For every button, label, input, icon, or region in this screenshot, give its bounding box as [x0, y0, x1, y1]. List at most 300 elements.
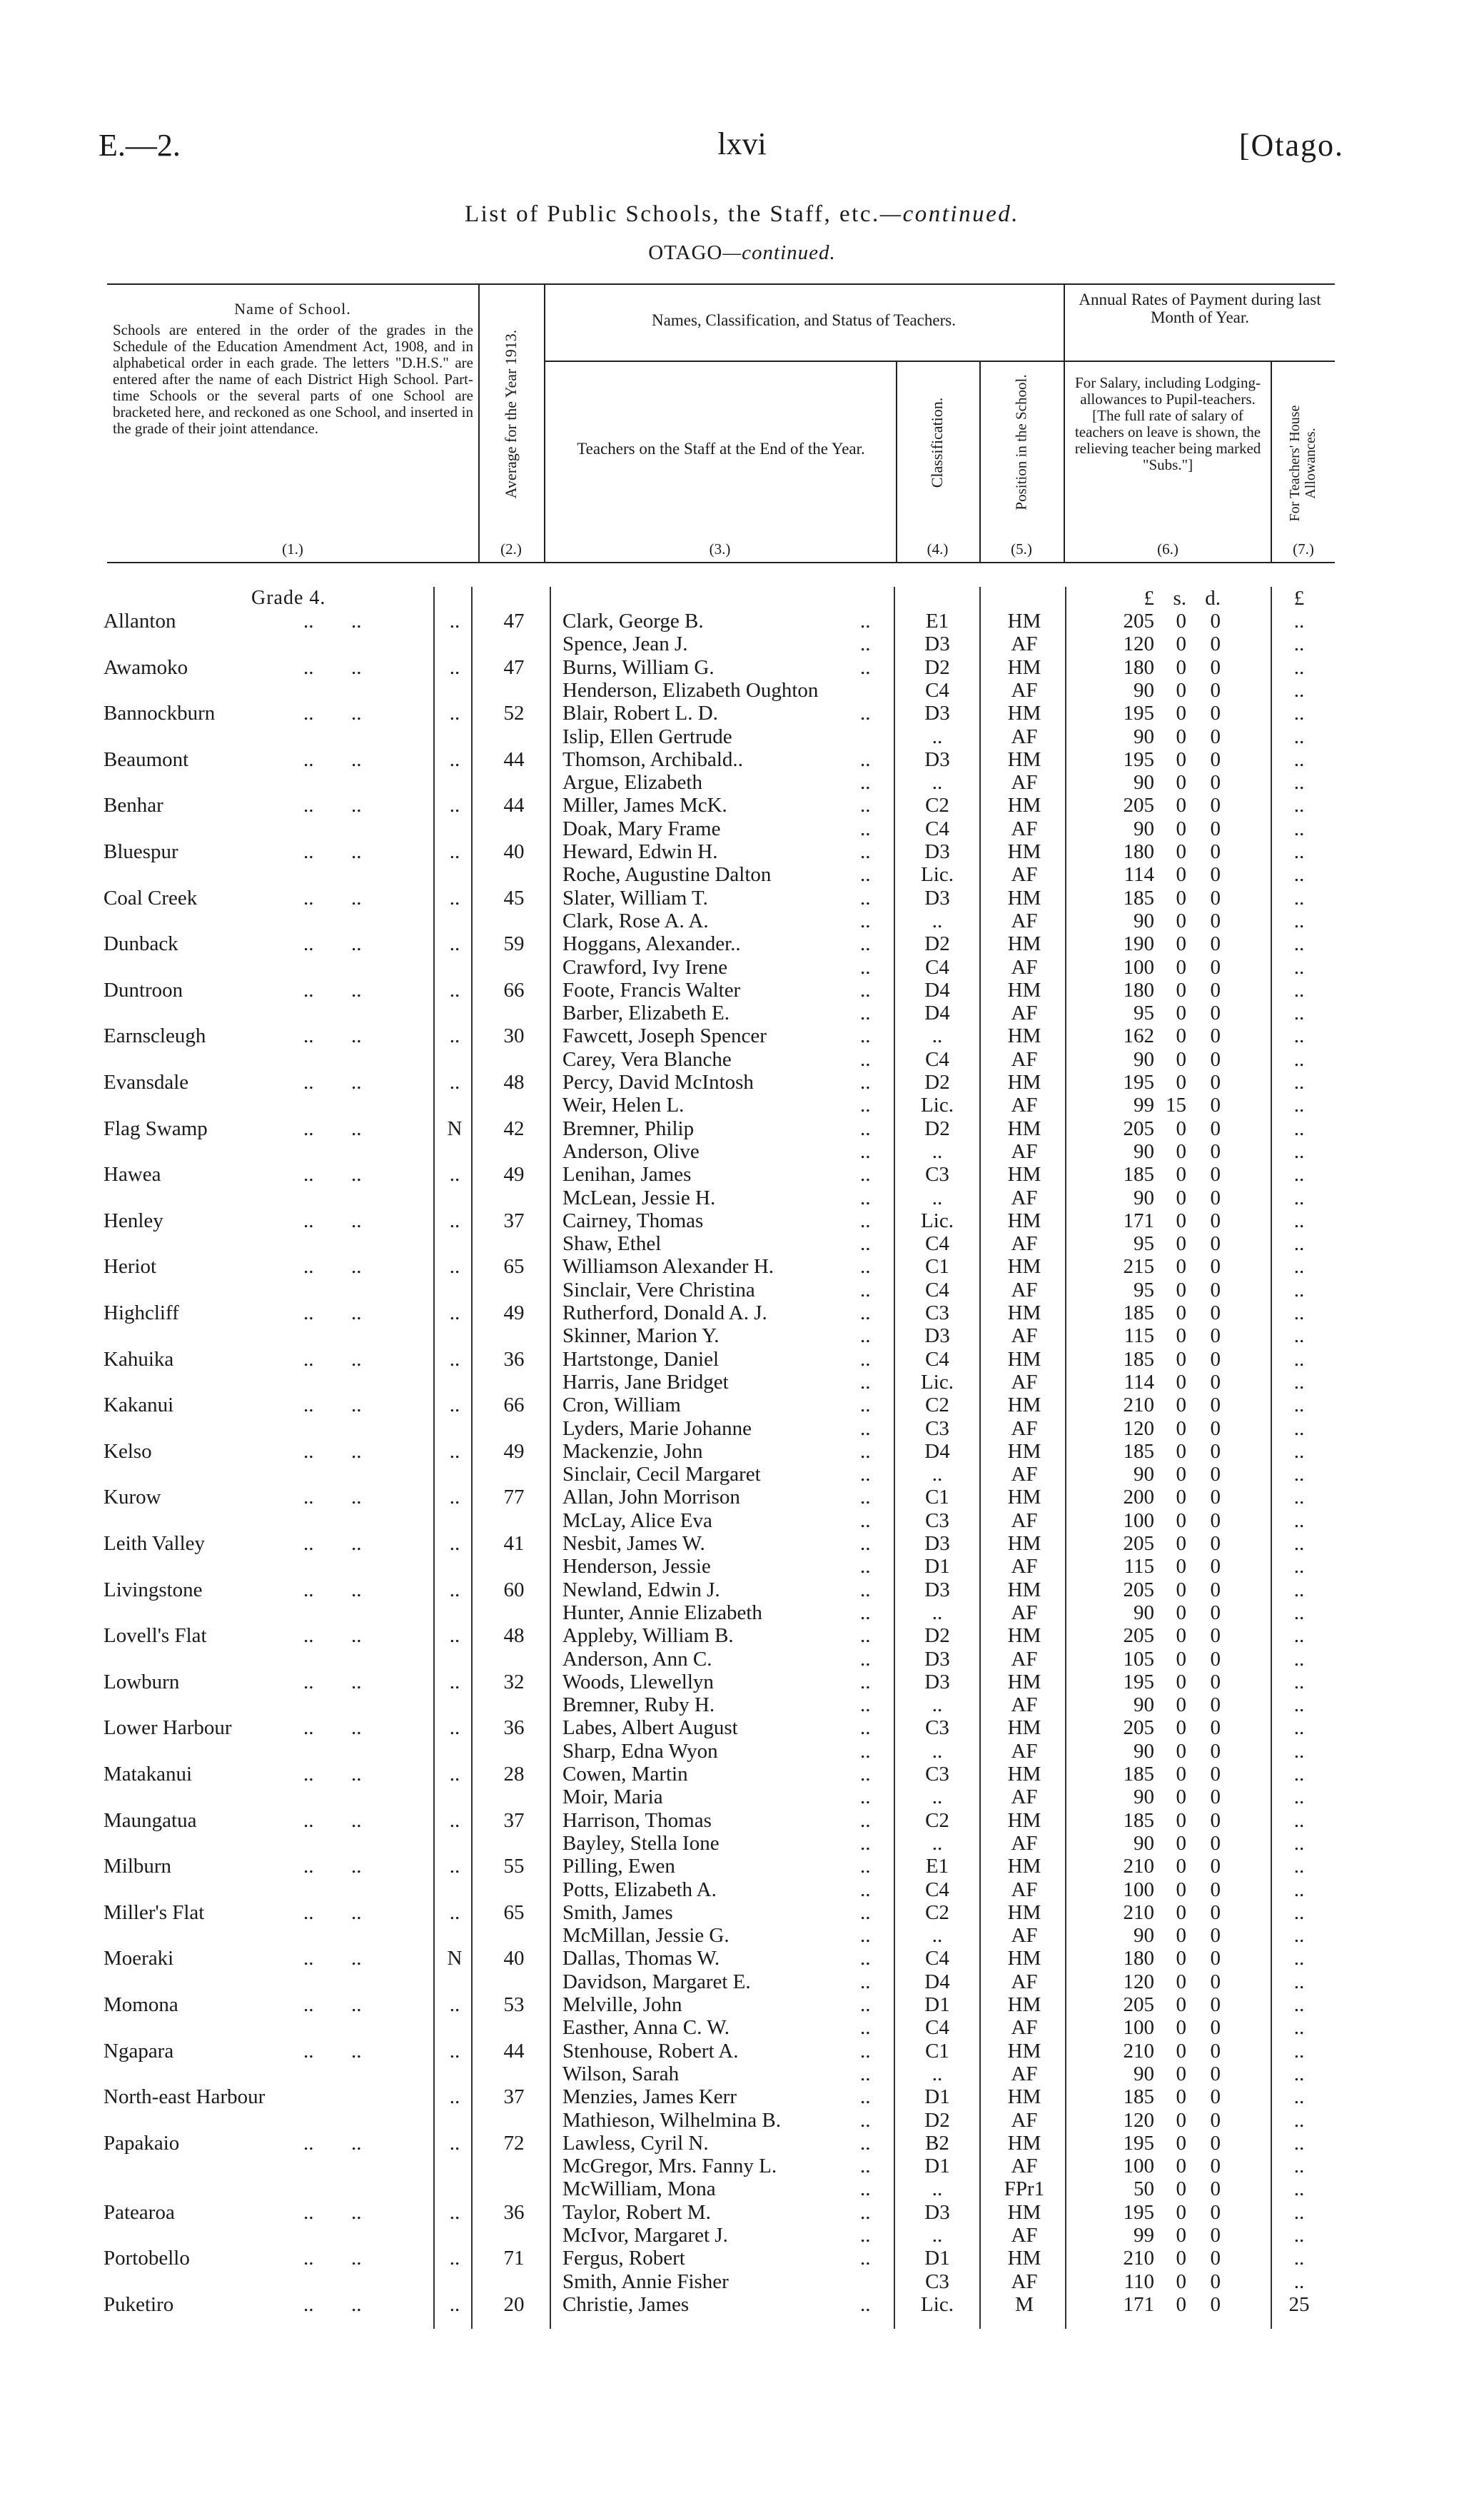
- salary-pounds: 90: [1134, 725, 1154, 748]
- position: AF: [1011, 1924, 1038, 1948]
- leader-dots: ..: [303, 2292, 314, 2316]
- salary-pence: 0: [1210, 1924, 1221, 1948]
- salary-pounds: 105: [1123, 1647, 1154, 1671]
- salary-pence: 0: [1210, 771, 1221, 795]
- house-allowance: 25: [1288, 2292, 1310, 2316]
- house-allowance: ..: [1293, 1739, 1305, 1763]
- col4-number: (4.): [927, 540, 949, 558]
- salary-shillings: 0: [1176, 655, 1186, 679]
- table-row: [0, 817, 1484, 840]
- house-allowance: ..: [1293, 1255, 1305, 1279]
- salary-shillings: 0: [1176, 1578, 1186, 1601]
- salary-shillings: 0: [1176, 1624, 1186, 1648]
- leader-dots: ..: [303, 1808, 314, 1832]
- teacher-name: Fawcett, Joseph Spencer: [562, 1024, 767, 1048]
- classification: ..: [932, 725, 943, 748]
- leader-dots: ..: [860, 1878, 871, 1901]
- leader-dots: ..: [351, 794, 362, 817]
- leader-dots: ..: [860, 1693, 871, 1717]
- salary-pence: 0: [1210, 1117, 1221, 1140]
- classification: Lic.: [921, 1370, 954, 1394]
- teacher-name: Argue, Elizabeth: [562, 771, 702, 795]
- house-allowance: ..: [1293, 2062, 1305, 2085]
- attendance-mark: ..: [449, 2200, 460, 2224]
- teacher-name: Bremner, Philip: [562, 1117, 695, 1140]
- house-allowance: ..: [1293, 1232, 1305, 1256]
- table-row: [0, 1463, 1484, 1486]
- salary-pounds: 205: [1123, 1624, 1154, 1648]
- header-divider: [1064, 283, 1065, 563]
- salary-pounds: 195: [1123, 1071, 1154, 1094]
- house-allowance: ..: [1293, 1024, 1305, 1048]
- attendance-mark: ..: [449, 1209, 460, 1232]
- classification: ..: [932, 1186, 943, 1209]
- leader-dots: ..: [303, 2247, 314, 2270]
- classification: Lic.: [921, 863, 954, 887]
- salary-pence: 0: [1210, 655, 1221, 679]
- leader-dots: ..: [303, 610, 314, 633]
- salary-shillings: 0: [1176, 1855, 1186, 1878]
- teacher-name: Smith, Annie Fisher: [562, 2270, 729, 2293]
- leader-dots: ..: [303, 1347, 314, 1371]
- teacher-name: Christie, James: [562, 2292, 690, 2316]
- school-name: Leith Valley: [104, 1532, 206, 1555]
- attendance-mark: ..: [449, 1670, 460, 1693]
- salary-pounds: 90: [1134, 1924, 1154, 1948]
- leader-dots: ..: [351, 1394, 362, 1417]
- table-row: [0, 1140, 1484, 1163]
- position: AF: [1011, 1324, 1038, 1348]
- school-name: North-east Harbour: [104, 2085, 266, 2109]
- salary-pence: 0: [1210, 2177, 1221, 2201]
- table-row: [0, 1578, 1484, 1601]
- leader-dots: ..: [860, 1301, 871, 1324]
- school-name: Lower Harbour: [104, 1716, 232, 1740]
- school-name: Allanton: [104, 610, 176, 633]
- house-allowance: ..: [1293, 1186, 1305, 1209]
- salary-pounds: 171: [1123, 1209, 1154, 1232]
- salary-pounds: 120: [1123, 2108, 1154, 2132]
- attendance-mark: ..: [449, 1624, 460, 1648]
- table-row: [0, 2293, 1484, 2316]
- school-name: Coal Creek: [104, 886, 198, 910]
- classification: C1: [925, 1255, 949, 1279]
- position: HM: [1007, 2247, 1041, 2270]
- leader-dots: ..: [351, 747, 362, 771]
- col6-title: For Salary, including Lodging-allowances to Pupil-teachers. [The full rate of salary of teachers on leave is shown, the relieving teacher being marked "Subs."]: [1074, 374, 1261, 473]
- salary-shillings: 0: [1176, 1278, 1186, 1301]
- attendance-mark: N: [447, 1117, 463, 1140]
- attendance-mark: ..: [449, 1486, 460, 1509]
- classification: C1: [925, 2039, 949, 2063]
- teacher-name: Henderson, Jessie: [562, 1555, 711, 1578]
- table-row: [0, 1509, 1484, 1532]
- leader-dots: ..: [303, 1024, 314, 1048]
- attendance-mark: ..: [449, 2039, 460, 2063]
- house-allowance: ..: [1293, 2247, 1305, 2270]
- leader-dots: ..: [860, 1900, 871, 1924]
- position: AF: [1011, 1647, 1038, 1671]
- salary-shillings: 15: [1166, 1094, 1186, 1117]
- school-name: Maungatua: [104, 1808, 197, 1832]
- salary-pence: 0: [1210, 1416, 1221, 1440]
- table-row: [0, 656, 1484, 679]
- salary-pounds: 205: [1123, 1578, 1154, 1601]
- position: HM: [1007, 1670, 1041, 1693]
- average-attendance: 44: [503, 747, 525, 771]
- table-row: [0, 633, 1484, 655]
- position: HM: [1007, 1347, 1041, 1371]
- leader-dots: ..: [303, 1855, 314, 1878]
- teacher-name: Lenihan, James: [562, 1163, 692, 1187]
- classification: D3: [924, 702, 950, 725]
- house-allowance: ..: [1293, 1509, 1305, 1532]
- salary-pounds: 50: [1134, 2177, 1154, 2201]
- attendance-mark: ..: [449, 1439, 460, 1463]
- position: AF: [1011, 1094, 1038, 1117]
- classification: D3: [924, 1532, 950, 1555]
- column-header: [107, 283, 1335, 563]
- salary-pounds: 215: [1123, 1255, 1154, 1279]
- position: HM: [1007, 2039, 1041, 2063]
- classification: C4: [925, 1278, 949, 1301]
- leader-dots: ..: [351, 1532, 362, 1555]
- salary-pounds: 100: [1123, 955, 1154, 979]
- table-row: [0, 932, 1484, 955]
- salary-pence: 0: [1210, 2062, 1221, 2085]
- teacher-name: Appleby, William B.: [562, 1624, 734, 1648]
- average-attendance: 42: [503, 1117, 525, 1140]
- salary-shillings: 0: [1176, 840, 1186, 863]
- house-allowance: ..: [1293, 1601, 1305, 1624]
- leader-dots: ..: [860, 1278, 871, 1301]
- table-row: [0, 1071, 1484, 1094]
- salary-pence: 0: [1210, 1670, 1221, 1693]
- leader-dots: ..: [303, 1301, 314, 1324]
- classification: D1: [924, 2155, 950, 2178]
- salary-pence: 0: [1210, 1716, 1221, 1740]
- classification: D2: [924, 932, 950, 956]
- position: AF: [1011, 1878, 1038, 1901]
- salary-shillings: 0: [1176, 1900, 1186, 1924]
- salary-shillings: 0: [1176, 1047, 1186, 1071]
- salary-pounds: 205: [1123, 1993, 1154, 2016]
- house-allowance: ..: [1293, 2270, 1305, 2293]
- salary-pounds: 90: [1134, 1186, 1154, 1209]
- salary-pounds: 95: [1134, 1232, 1154, 1256]
- salary-pence: 0: [1210, 886, 1221, 910]
- teacher-name: Cowen, Martin: [562, 1763, 688, 1786]
- attendance-mark: ..: [449, 1301, 460, 1324]
- salary-shillings: 0: [1176, 817, 1186, 840]
- classification: D1: [924, 1993, 950, 2016]
- leader-dots: ..: [860, 1855, 871, 1878]
- teacher-name: Miller, James McK.: [562, 794, 727, 817]
- leader-dots: ..: [303, 1209, 314, 1232]
- salary-pounds: 95: [1134, 1278, 1154, 1301]
- table-row: [0, 1048, 1484, 1071]
- leader-dots: ..: [860, 1739, 871, 1763]
- classification: ..: [932, 1139, 943, 1163]
- salary-pence: 0: [1210, 2292, 1221, 2316]
- teacher-name: Thomson, Archibald..: [562, 747, 743, 771]
- salary-pence: 0: [1210, 1855, 1221, 1878]
- leader-dots: ..: [860, 2155, 871, 2178]
- attendance-mark: ..: [449, 1808, 460, 1832]
- salary-shillings: 0: [1176, 2062, 1186, 2085]
- salary-shillings: 0: [1176, 1163, 1186, 1187]
- attendance-mark: ..: [449, 2247, 460, 2270]
- position: AF: [1011, 955, 1038, 979]
- leader-dots: ..: [860, 794, 871, 817]
- school-name: Flag Swamp: [104, 1117, 208, 1140]
- leader-dots: ..: [860, 1924, 871, 1948]
- table-row: [0, 2201, 1484, 2224]
- salary-pounds: 195: [1123, 2200, 1154, 2224]
- school-name: Miller's Flat: [104, 1900, 205, 1924]
- salary-pence: 0: [1210, 1786, 1221, 1809]
- salary-pence: 0: [1210, 932, 1221, 956]
- table-row: [0, 1209, 1484, 1232]
- attendance-mark: ..: [449, 702, 460, 725]
- salary-shillings: 0: [1176, 955, 1186, 979]
- leader-dots: ..: [351, 840, 362, 863]
- salary-pence: 0: [1210, 2108, 1221, 2132]
- position: HM: [1007, 1301, 1041, 1324]
- leader-dots: ..: [860, 1209, 871, 1232]
- salary-pounds: 185: [1123, 1808, 1154, 1832]
- salary-shillings: 0: [1176, 863, 1186, 887]
- leader-dots: ..: [860, 955, 871, 979]
- house-allowance: ..: [1293, 1670, 1305, 1693]
- table-row: [0, 1187, 1484, 1209]
- average-attendance: 37: [503, 2085, 525, 2109]
- leader-dots: ..: [860, 2131, 871, 2155]
- salary-shillings: 0: [1176, 1024, 1186, 1048]
- classification: D2: [924, 1117, 950, 1140]
- salary-pounds: 185: [1123, 886, 1154, 910]
- header-divider: [1271, 362, 1272, 563]
- salary-pounds: 115: [1124, 1555, 1154, 1578]
- grade-label: Grade 4.: [251, 587, 326, 609]
- average-attendance: 30: [503, 1024, 525, 1048]
- teacher-name: Labes, Albert August: [562, 1716, 738, 1740]
- salary-pence: 0: [1210, 1047, 1221, 1071]
- position: AF: [1011, 863, 1038, 887]
- teacher-name: Spence, Jean J.: [562, 633, 688, 656]
- teacher-name: Carey, Vera Blanche: [562, 1047, 732, 1071]
- classification: ..: [932, 771, 943, 795]
- salary-pounds: 195: [1123, 2131, 1154, 2155]
- leader-dots: ..: [860, 610, 871, 633]
- salary-pounds: 90: [1134, 678, 1154, 702]
- salary-pence: 0: [1210, 1347, 1221, 1371]
- leader-dots: ..: [303, 1670, 314, 1693]
- salary-pounds: 185: [1123, 1347, 1154, 1371]
- position: HM: [1007, 1578, 1041, 1601]
- school-name: Dunback: [104, 932, 178, 956]
- attendance-mark: ..: [449, 2292, 460, 2316]
- attendance-mark: N: [447, 1947, 463, 1970]
- page-region: [Otago.: [1238, 128, 1344, 163]
- salary-shillings: 0: [1176, 932, 1186, 956]
- average-attendance: 44: [503, 794, 525, 817]
- table-row: [0, 979, 1484, 1002]
- average-attendance: 66: [503, 978, 525, 1002]
- salary-pounds: 120: [1123, 1970, 1154, 1993]
- table-row: [0, 1232, 1484, 1255]
- table-row: [0, 863, 1484, 886]
- house-allowance: ..: [1293, 1139, 1305, 1163]
- salary-pence: 0: [1210, 1094, 1221, 1117]
- classification: D2: [924, 2108, 950, 2132]
- col2-title: Average for the Year 1913.: [502, 329, 520, 499]
- salary-shillings: 0: [1176, 1370, 1186, 1394]
- table-row: [0, 1809, 1484, 1832]
- salary-shillings: 0: [1176, 1947, 1186, 1970]
- position: AF: [1011, 1232, 1038, 1256]
- header-divider: [544, 361, 1064, 362]
- salary-shillings: 0: [1176, 633, 1186, 656]
- average-attendance: 20: [503, 2292, 525, 2316]
- position: AF: [1011, 633, 1038, 656]
- salary-pence: 0: [1210, 840, 1221, 863]
- classification: C1: [925, 1486, 949, 1509]
- school-name: Matakanui: [104, 1763, 193, 1786]
- salary-pounds: 180: [1123, 978, 1154, 1002]
- house-allowance: ..: [1293, 1947, 1305, 1970]
- leader-dots: ..: [860, 1670, 871, 1693]
- attendance-mark: ..: [449, 1900, 460, 1924]
- teacher-name: Lyders, Marie Johanne: [562, 1416, 752, 1440]
- school-name: Papakaio: [104, 2131, 180, 2155]
- position: HM: [1007, 978, 1041, 1002]
- school-name: Hawea: [104, 1163, 161, 1187]
- leader-dots: ..: [351, 1855, 362, 1878]
- subtitle-main: OTAGO: [648, 241, 723, 264]
- position: HM: [1007, 1763, 1041, 1786]
- leader-dots: ..: [303, 1439, 314, 1463]
- teacher-name: Hartstonge, Daniel: [562, 1347, 720, 1371]
- house-allowance: ..: [1293, 1163, 1305, 1187]
- leader-dots: ..: [860, 1117, 871, 1140]
- table-row: [0, 1763, 1484, 1786]
- teacher-name: Skinner, Marion Y.: [562, 1324, 720, 1348]
- leader-dots: ..: [351, 2292, 362, 2316]
- house-allowance: ..: [1293, 2131, 1305, 2155]
- position: AF: [1011, 1416, 1038, 1440]
- header-bottom-rule: [107, 562, 1335, 563]
- school-name: Kakanui: [104, 1394, 174, 1417]
- salary-shillings: 0: [1176, 747, 1186, 771]
- page-subtitle: [0, 241, 1484, 265]
- salary-pence: 0: [1210, 1186, 1221, 1209]
- table-row: [0, 2270, 1484, 2293]
- attendance-mark: ..: [449, 1578, 460, 1601]
- salary-shillings: 0: [1176, 1186, 1186, 1209]
- leader-dots: ..: [303, 1532, 314, 1555]
- salary-pence: 0: [1210, 863, 1221, 887]
- house-allowance: ..: [1293, 1763, 1305, 1786]
- classification: ..: [932, 1463, 943, 1486]
- school-name: Henley: [104, 1209, 163, 1232]
- table-row: [0, 1117, 1484, 1140]
- position: HM: [1007, 2200, 1041, 2224]
- salary-pence: 0: [1210, 678, 1221, 702]
- classification: D3: [924, 1647, 950, 1671]
- salary-shillings: 0: [1176, 2085, 1186, 2109]
- position: AF: [1011, 1370, 1038, 1394]
- house-allowance: ..: [1293, 2177, 1305, 2201]
- leader-dots: ..: [860, 1763, 871, 1786]
- leader-dots: ..: [860, 1347, 871, 1371]
- house-allowance: ..: [1293, 978, 1305, 1002]
- col1-number: (1.): [282, 540, 303, 558]
- leader-dots: ..: [860, 655, 871, 679]
- leader-dots: ..: [351, 2039, 362, 2063]
- classification: D1: [924, 1555, 950, 1578]
- classification: ..: [932, 2062, 943, 2085]
- page-title: [0, 201, 1484, 228]
- salary-shillings: 0: [1176, 1209, 1186, 1232]
- salary-pounds: 185: [1123, 1763, 1154, 1786]
- house-allowance: ..: [1293, 932, 1305, 956]
- salary-shillings: 0: [1176, 1693, 1186, 1717]
- classification: D3: [924, 1670, 950, 1693]
- leader-dots: ..: [860, 2016, 871, 2040]
- classification: ..: [932, 1924, 943, 1948]
- average-attendance: 36: [503, 1716, 525, 1740]
- salary-shillings: 0: [1176, 1786, 1186, 1809]
- classification: ..: [932, 1831, 943, 1855]
- leader-dots: ..: [351, 1947, 362, 1970]
- table-row: [0, 2224, 1484, 2247]
- house-allowance: ..: [1293, 1278, 1305, 1301]
- position: HM: [1007, 1624, 1041, 1648]
- salary-shillings: 0: [1176, 610, 1186, 633]
- house-allowance: ..: [1293, 1786, 1305, 1809]
- salary-pence: 0: [1210, 1209, 1221, 1232]
- classification: C4: [925, 1947, 949, 1970]
- leader-dots: ..: [351, 1301, 362, 1324]
- position: AF: [1011, 1186, 1038, 1209]
- average-attendance: 49: [503, 1163, 525, 1187]
- salary-pence: 0: [1210, 2200, 1221, 2224]
- table-row: [0, 2016, 1484, 2039]
- leader-dots: ..: [351, 886, 362, 910]
- salary-pounds: 195: [1123, 747, 1154, 771]
- house-allowance: ..: [1293, 1209, 1305, 1232]
- position: HM: [1007, 1394, 1041, 1417]
- position: AF: [1011, 909, 1038, 932]
- salary-shillings: 0: [1176, 2155, 1186, 2178]
- table-row: [0, 956, 1484, 979]
- position: HM: [1007, 886, 1041, 910]
- salary-pence: 0: [1210, 1486, 1221, 1509]
- salary-pence: 0: [1210, 1532, 1221, 1555]
- salary-pounds: 99: [1134, 2224, 1154, 2247]
- salary-shillings: 0: [1176, 1486, 1186, 1509]
- leader-dots: ..: [860, 1163, 871, 1187]
- salary-pounds: 90: [1134, 1831, 1154, 1855]
- position: AF: [1011, 2224, 1038, 2247]
- salary-pounds: 185: [1123, 1163, 1154, 1187]
- salary-pence: 0: [1210, 1509, 1221, 1532]
- teacher-name: Harris, Jane Bridget: [562, 1370, 729, 1394]
- salary-pounds: 205: [1123, 1532, 1154, 1555]
- position: HM: [1007, 2131, 1041, 2155]
- salary-pounds: 90: [1134, 1739, 1154, 1763]
